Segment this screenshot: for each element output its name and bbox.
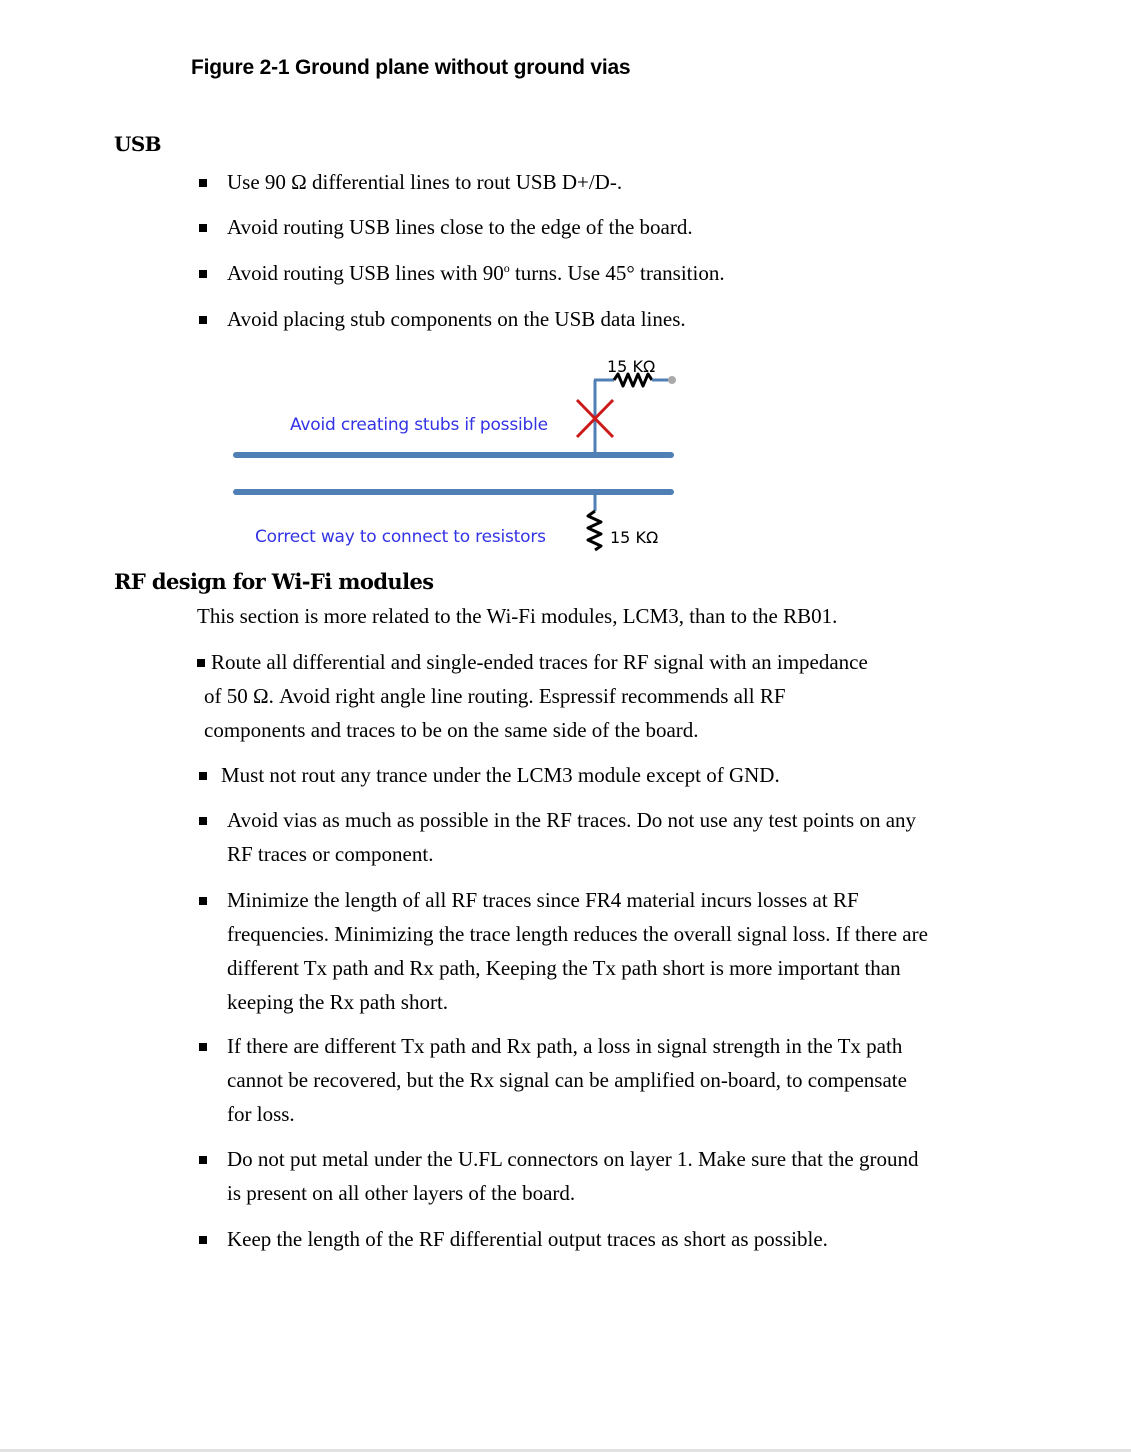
rf-bullet-1-line-1: Route all differential and single-ended traces for RF signal with an impedance <box>211 650 868 674</box>
rf-heading: RF design for Wi-Fi modules <box>114 569 434 594</box>
avoid-stubs-label: Avoid creating stubs if possible <box>290 415 548 435</box>
rf-bullet-5-line-1: If there are different Tx path and Rx path, a loss in signal strength in the Tx path <box>227 1034 903 1058</box>
usb-bullet-1-text: Use 90 Ω differential lines to rout USB D+/D-. <box>227 170 623 194</box>
rf-bullet-7 <box>227 1222 828 1256</box>
rf-bullet-4 <box>227 883 928 1019</box>
rf-bullet-3-line-2: RF traces or component. <box>227 842 434 866</box>
rf-bullet-1-line-3: components and traces to be on the same side of the board. <box>204 718 699 742</box>
terminal-dot-icon <box>668 376 676 384</box>
bullet-square-icon <box>199 772 207 780</box>
usb-heading: USB <box>114 132 161 156</box>
bullet-square-icon <box>199 817 207 825</box>
bullet-square-icon <box>199 897 207 905</box>
resistor-bottom-icon <box>588 511 601 550</box>
correct-way-label: Correct way to connect to resistors <box>255 527 546 547</box>
rf-bullet-3 <box>227 803 916 871</box>
bullet-square-icon <box>197 659 205 667</box>
bullet-square-icon <box>199 1156 207 1164</box>
rf-bullet-6 <box>227 1142 918 1210</box>
rf-bullet-5-line-2: cannot be recovered, but the Rx signal can be amplified on-board, to compensate <box>227 1068 907 1092</box>
rf-bullet-3-line-1: Avoid vias as much as possible in the RF traces. Do not use any test points on any <box>227 808 917 832</box>
diagram-graphics <box>0 0 1131 600</box>
rf-bullet-2 <box>197 758 780 792</box>
rf-bullet-4-line-1: Minimize the length of all RF traces since FR4 material incurs losses at RF <box>227 888 859 912</box>
rf-bullet-5 <box>227 1029 907 1131</box>
figure-caption: Figure 2-1 Ground plane without ground vias <box>191 56 631 79</box>
rf-bullet-1 <box>197 645 868 747</box>
usb-bullet-4-text: Avoid placing stub components on the USB data lines. <box>227 307 686 331</box>
rf-bullet-1-line-2: of 50 Ω. Avoid right angle line routing. Espressif recommends all RF <box>204 684 786 708</box>
rf-bullet-4-line-3: different Tx path and Rx path, Keeping the Tx path short is more important than <box>227 956 901 980</box>
rf-bullet-4-line-2: frequencies. Minimizing the trace length reduces the overall signal loss. If there are <box>227 922 928 946</box>
rf-bullet-2-text: Must not rout any trance under the LCM3 module except of GND. <box>221 763 780 787</box>
rf-bullet-4-line-4: keeping the Rx path short. <box>227 990 449 1014</box>
usb-bullet-3-text: Avoid routing USB lines with 90 <box>227 261 504 285</box>
rf-bullet-6-line-1: Do not put metal under the U.FL connectors on layer 1. Make sure that the ground <box>227 1147 919 1171</box>
degree-superscript: o <box>503 261 510 275</box>
bullet-square-icon <box>199 1236 207 1244</box>
usb-bullet-2-text: Avoid routing USB lines close to the edge of the board. <box>227 215 693 239</box>
rf-bullet-5-line-3: for loss. <box>227 1102 295 1126</box>
resistor-top-label: 15 KΩ <box>607 357 656 376</box>
usb-stub-diagram <box>0 0 1131 600</box>
rf-intro: This section is more related to the Wi-Fi modules, LCM3, than to the RB01. <box>197 604 838 628</box>
resistor-bottom-label: 15 KΩ <box>610 528 659 547</box>
bullet-square-icon <box>199 1043 207 1051</box>
usb-bullet-3-text-rest: turns. Use 45° transition. <box>509 261 725 285</box>
rf-bullet-6-line-2: is present on all other layers of the board. <box>227 1181 576 1205</box>
rf-bullet-7-line-1: Keep the length of the RF differential output traces as short as possible. <box>227 1227 828 1251</box>
